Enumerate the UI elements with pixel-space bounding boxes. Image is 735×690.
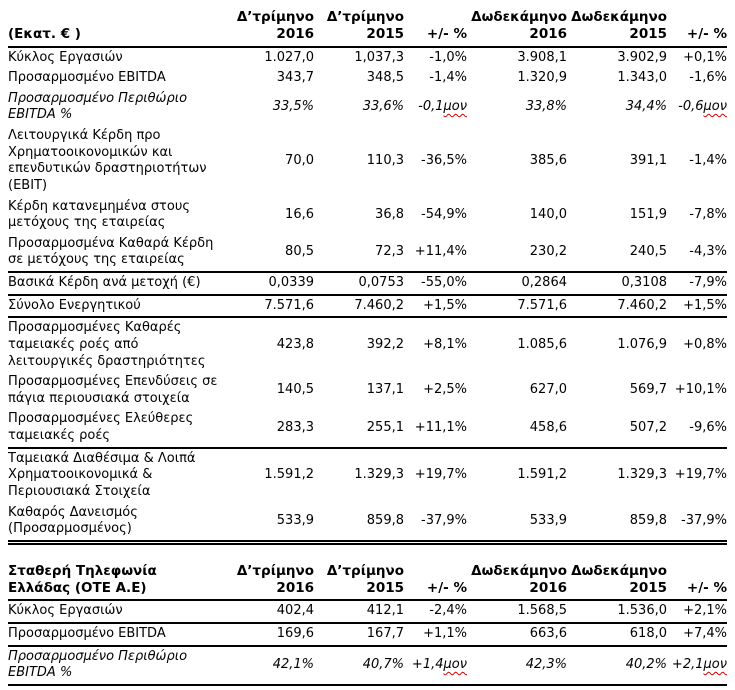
col-header-change-quarter — [404, 8, 467, 47]
value-cell: 3.908,1 — [517, 49, 567, 65]
col-header-period: Δωδεκάμηνο — [471, 562, 567, 579]
row-label: Κύκλος Εργασιών — [8, 49, 123, 65]
col-header-change-twelvemonth — [667, 8, 727, 47]
value-cell: 1.085,6 — [467, 317, 567, 372]
value-cell: -1,4% — [429, 70, 467, 86]
table-row — [8, 409, 727, 447]
table-row — [8, 272, 727, 295]
value-cell: 1.343,0 — [617, 70, 667, 86]
value-cell: 533,9 — [228, 503, 314, 543]
value-cell: 859,8 — [567, 503, 667, 543]
row-label: Ταμειακά Διαθέσιμα & Λοιπά Χρηματοοικονομικά & Περιουσιακά Στοιχεία — [8, 448, 228, 503]
segment-header-cell — [8, 562, 228, 601]
spellcheck-squiggle: μον — [703, 99, 727, 115]
value-cell: 36,8 — [375, 206, 404, 222]
value-cell: 16,6 — [285, 206, 314, 222]
value-cell: +19,7% — [667, 448, 727, 503]
value-cell: 137,1 — [366, 382, 404, 398]
col-header-year: 2016 — [529, 26, 567, 43]
value-cell: 3.902,9 — [617, 49, 667, 65]
col-header-quarter-2015 — [314, 8, 404, 47]
value-cell: -2,4% — [429, 603, 467, 619]
value-cell: 7.571,6 — [467, 295, 567, 318]
value-cell: -36,5% — [421, 152, 467, 168]
value-cell: 80,5 — [285, 244, 314, 260]
value-cell: 140,0 — [529, 206, 567, 222]
value-cell: 412,1 — [366, 603, 404, 619]
segment-header-line1: Σταθερή Τηλεφωνία — [8, 562, 157, 579]
value-cell: 151,9 — [629, 206, 667, 222]
row-label: Προσαρμοσμένο EBITDA — [8, 623, 228, 646]
value-cell: -55,0% — [404, 272, 467, 295]
value-cell: -9,6% — [689, 419, 727, 435]
col-header-change: +/- % — [686, 580, 727, 597]
value-cell: -7,8% — [689, 206, 727, 222]
col-header-period: Δ’τρίμηνο — [326, 9, 404, 25]
value-cell: 663,6 — [467, 623, 567, 646]
value-cell: 110,3 — [366, 152, 404, 168]
spellcheck-squiggle: μον — [443, 99, 467, 115]
table-row — [8, 372, 727, 409]
row-label: Σύνολο Ενεργητικού — [8, 295, 228, 318]
value-cell: 859,8 — [314, 503, 404, 543]
col-header-period: Δωδεκάμηνο — [571, 562, 667, 579]
value-cell: 33,8% — [525, 99, 567, 115]
row-label: Κύκλος Εργασιών — [8, 603, 123, 619]
spellcheck-squiggle: μον — [443, 656, 467, 672]
col-header-year: 2015 — [629, 580, 667, 597]
value-cell: +2,5% — [423, 382, 467, 398]
value-cell: 42,3% — [467, 646, 567, 685]
value-cell: +2,1% — [683, 603, 727, 619]
value-cell: 70,0 — [285, 152, 314, 168]
table-row — [8, 448, 727, 503]
value-cell: -37,9% — [667, 503, 727, 543]
value-cell: 140,5 — [276, 382, 314, 398]
table-row — [8, 646, 727, 685]
col-header-quarter-2015 — [314, 562, 404, 601]
value-cell: -54,9% — [421, 206, 467, 222]
row-label: Προσαρμοσμένο Περιθώριο EBITDA % — [8, 90, 188, 123]
value-cell: -37,9% — [404, 503, 467, 543]
value-cell: 458,6 — [529, 419, 567, 435]
value-cell: 618,0 — [567, 623, 667, 646]
value-cell: 7.460,2 — [567, 295, 667, 318]
value-cell: -1,4% — [689, 152, 727, 168]
consolidated-table-header — [8, 8, 727, 47]
value-cell: +11,1% — [414, 419, 467, 435]
fixed-telephony-table-header — [8, 562, 727, 601]
value-cell: 7.460,2 — [314, 295, 404, 318]
value-cell: 392,2 — [314, 317, 404, 372]
col-header-period: Δωδεκάμηνο — [471, 9, 567, 25]
value-cell: 283,3 — [276, 419, 314, 435]
value-cell: 1.329,3 — [567, 448, 667, 503]
table-row — [8, 197, 727, 234]
col-header-quarter-2016 — [228, 8, 314, 47]
value-cell: +1,4μον — [404, 646, 467, 685]
value-cell: 1,037,3 — [354, 49, 404, 65]
value-cell: 240,5 — [629, 244, 667, 260]
value-cell: +19,7% — [404, 448, 467, 503]
value-cell: 1.591,2 — [467, 448, 567, 503]
table-row — [8, 234, 727, 272]
value-cell: 0,2864 — [467, 272, 567, 295]
value-cell: -1,6% — [689, 70, 727, 86]
value-cell: 34,4% — [625, 99, 667, 115]
fixed-telephony-table-body — [8, 600, 727, 685]
value-cell: 348,5 — [366, 70, 404, 86]
col-header-year: 2016 — [276, 580, 314, 597]
value-cell: -0,1μον — [418, 99, 467, 115]
value-cell: +8,1% — [404, 317, 467, 372]
table-row — [8, 47, 727, 69]
col-header-year: 2015 — [629, 26, 667, 43]
table-row — [8, 600, 727, 623]
row-label: Προσαρμοσμένο Περιθώριο EBITDA % — [8, 646, 228, 685]
value-cell: 1.320,9 — [517, 70, 567, 86]
table-gap — [8, 545, 727, 562]
value-cell: 7.571,6 — [228, 295, 314, 318]
unit-header-cell — [8, 8, 228, 47]
col-header-twelvemonth-2015 — [567, 562, 667, 601]
value-cell: 402,4 — [276, 603, 314, 619]
value-cell: 627,0 — [529, 382, 567, 398]
value-cell: 0,3108 — [567, 272, 667, 295]
row-label: Βασικά Κέρδη ανά μετοχή (€) — [8, 272, 228, 295]
col-header-year: 2016 — [529, 580, 567, 597]
value-cell: -1,0% — [429, 49, 467, 65]
value-cell: 533,9 — [467, 503, 567, 543]
value-cell: 72,3 — [375, 244, 404, 260]
table-row — [8, 623, 727, 646]
col-header-quarter-2016 — [228, 562, 314, 601]
col-header-period: Δ’τρίμηνο — [326, 562, 404, 579]
value-cell: 0,0753 — [314, 272, 404, 295]
value-cell: 167,7 — [314, 623, 404, 646]
col-header-change: +/- % — [426, 26, 467, 43]
value-cell: +0,1% — [683, 49, 727, 65]
value-cell: 255,1 — [366, 419, 404, 435]
col-header-change: +/- % — [426, 580, 467, 597]
value-cell: +0,8% — [667, 317, 727, 372]
value-cell: +7,4% — [667, 623, 727, 646]
col-header-twelvemonth-2016 — [467, 562, 567, 601]
table-row — [8, 317, 727, 372]
col-header-change-twelvemonth — [667, 562, 727, 601]
value-cell: 33,5% — [272, 99, 314, 115]
row-label: Προσαρμοσμένες Ελεύθερες ταμειακές ροές — [8, 411, 194, 444]
value-cell: 1.536,0 — [617, 603, 667, 619]
table-row — [8, 295, 727, 318]
value-cell: -7,9% — [667, 272, 727, 295]
segment-header-line2: Ελλάδας (ΟΤΕ Α.Ε) — [8, 580, 147, 597]
col-header-change-quarter — [404, 562, 467, 601]
value-cell: 1.329,3 — [314, 448, 404, 503]
table-row — [8, 89, 727, 126]
value-cell: +2,1μον — [667, 646, 727, 685]
value-cell: 385,6 — [529, 152, 567, 168]
row-label: Λειτουργικά Κέρδη προ Χρηματοοικονομικών και επενδυτικών δραστηριοτήτων (ΕΒΙΤ) — [8, 128, 207, 193]
value-cell: 1.027,0 — [264, 49, 314, 65]
value-cell: -0,6μον — [678, 99, 727, 115]
col-header-year: 2016 — [276, 26, 314, 43]
value-cell: 0,0339 — [228, 272, 314, 295]
col-header-twelvemonth-2015 — [567, 8, 667, 47]
value-cell: 42,1% — [228, 646, 314, 685]
spellcheck-squiggle: μον — [703, 656, 727, 672]
value-cell: 423,8 — [228, 317, 314, 372]
value-cell: 1.591,2 — [228, 448, 314, 503]
consolidated-table-body — [8, 47, 727, 543]
row-label: Προσαρμοσμένες Επενδύσεις σε πάγια περιουσιακά στοιχεία — [8, 374, 218, 406]
value-cell: 40,7% — [314, 646, 404, 685]
value-cell: 40,2% — [567, 646, 667, 685]
fixed-telephony-table — [8, 562, 727, 686]
value-cell: 343,7 — [276, 70, 314, 86]
col-header-period: Δ’τρίμηνο — [236, 9, 314, 25]
table-row — [8, 503, 727, 543]
table-row — [8, 126, 727, 197]
col-header-period: Δ’τρίμηνο — [236, 562, 314, 579]
row-label: Κέρδη κατανεμημένα στους μετόχους της εταιρείας — [8, 198, 190, 231]
value-cell: +11,4% — [414, 244, 467, 260]
col-header-year: 2015 — [366, 580, 404, 597]
value-cell: 507,2 — [629, 419, 667, 435]
consolidated-results-table — [8, 8, 727, 545]
col-header-period: Δωδεκάμηνο — [571, 9, 667, 25]
value-cell: +10,1% — [674, 382, 727, 398]
value-cell: +1,5% — [667, 295, 727, 318]
row-label: Προσαρμοσμένο EBITDA — [8, 70, 166, 86]
value-cell: 569,7 — [629, 382, 667, 398]
col-header-change: +/- % — [686, 26, 727, 43]
row-label: Καθαρός Δανεισμός (Προσαρμοσμένος) — [8, 503, 228, 543]
value-cell: +1,5% — [404, 295, 467, 318]
value-cell: 169,6 — [228, 623, 314, 646]
value-cell: -4,3% — [689, 244, 727, 260]
row-label: Προσαρμοσμένες Καθαρές ταμειακές ροές από λειτουργικές δραστηριότητες — [8, 317, 228, 372]
unit-header-line2: (Εκατ. € ) — [8, 26, 81, 43]
col-header-twelvemonth-2016 — [467, 8, 567, 47]
value-cell: 1.568,5 — [517, 603, 567, 619]
table-row — [8, 68, 727, 89]
col-header-year: 2015 — [366, 26, 404, 43]
value-cell: 391,1 — [629, 152, 667, 168]
value-cell: 33,6% — [362, 99, 404, 115]
value-cell: +1,1% — [404, 623, 467, 646]
value-cell: 1.076,9 — [567, 317, 667, 372]
row-label: Προσαρμοσμένα Καθαρά Κέρδη σε μετόχους της εταιρείας — [8, 235, 214, 268]
value-cell: 230,2 — [529, 244, 567, 260]
